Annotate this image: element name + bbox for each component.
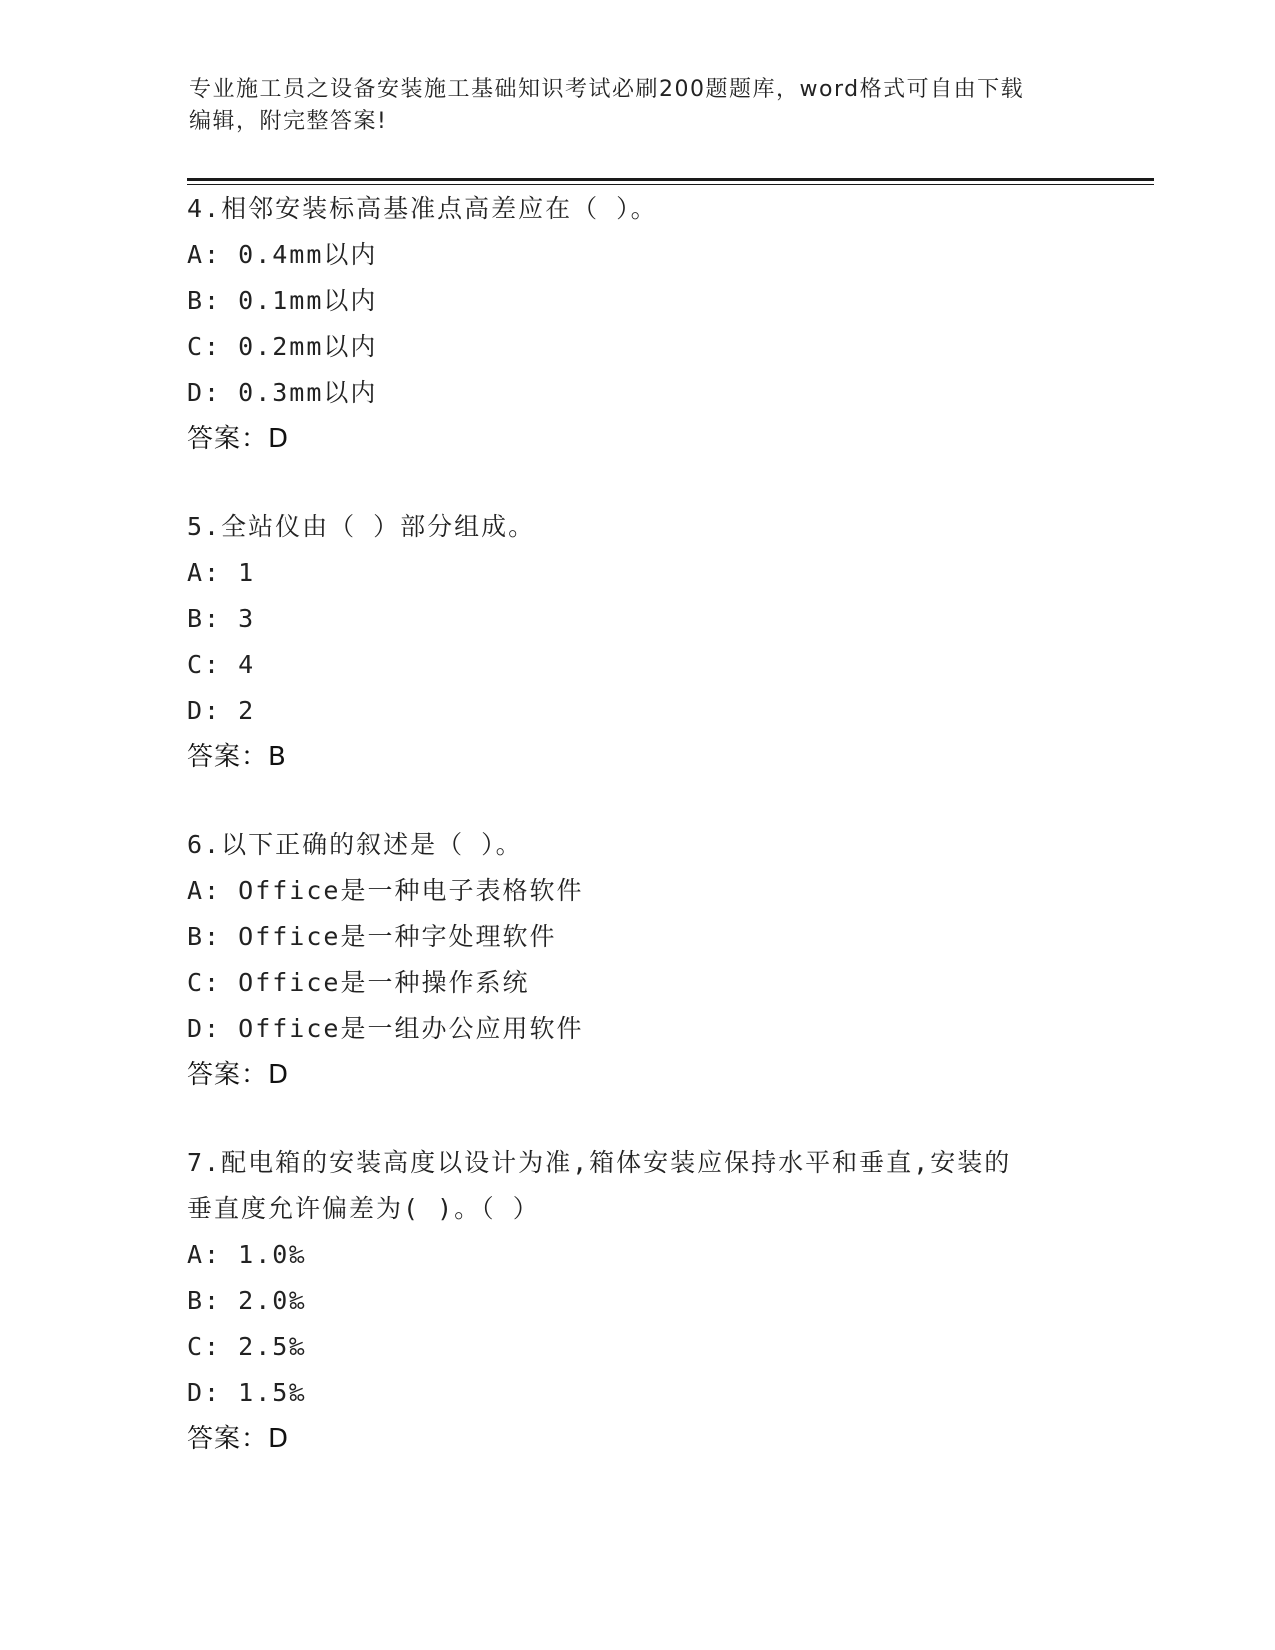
header-divider-thick xyxy=(187,178,1154,181)
option-a: A: 1.0‰ xyxy=(187,1240,307,1269)
option-d: D: 2 xyxy=(187,696,256,725)
option-d: D: 0.3mm以内 xyxy=(187,378,378,407)
answer-text: 答案：D xyxy=(187,424,290,454)
question-stem: 4.相邻安装标高基准点高差应在（ ）。 xyxy=(187,194,658,223)
document-header xyxy=(189,74,1069,138)
option-b: B: 2.0‰ xyxy=(187,1286,307,1315)
header-title-line-2: 编辑，附完整答案! xyxy=(189,109,388,134)
question-7 xyxy=(187,1140,1087,1462)
answer-text: 答案：D xyxy=(187,1424,290,1454)
option-b: B: 0.1mm以内 xyxy=(187,286,378,315)
option-a: A: Office是一种电子表格软件 xyxy=(187,876,584,905)
question-stem: 5.全站仪由（ ）部分组成。 xyxy=(187,512,536,541)
option-d: D: 1.5‰ xyxy=(187,1378,307,1407)
option-a: A: 1 xyxy=(187,558,256,587)
header-title-line-1: 专业施工员之设备安装施工基础知识考试必刷200题题库，word格式可自由下载 xyxy=(189,77,1025,102)
option-c: C: 2.5‰ xyxy=(187,1332,307,1361)
question-6 xyxy=(187,822,1087,1098)
question-5 xyxy=(187,504,1087,780)
question-stem-line-1: 7.配电箱的安装高度以设计为准,箱体安装应保持水平和垂直,安装的 xyxy=(187,1148,1012,1177)
option-c: C: 4 xyxy=(187,650,256,679)
option-c: C: 0.2mm以内 xyxy=(187,332,378,361)
question-stem-line-2: 垂直度允许偏差为( )。（ ） xyxy=(187,1194,540,1223)
option-a: A: 0.4mm以内 xyxy=(187,240,378,269)
answer-text: 答案：B xyxy=(187,742,287,772)
option-b: B: 3 xyxy=(187,604,256,633)
option-c: C: Office是一种操作系统 xyxy=(187,968,530,997)
question-stem: 6.以下正确的叙述是（ ）。 xyxy=(187,830,523,859)
question-4 xyxy=(187,186,1087,462)
answer-text: 答案：D xyxy=(187,1060,290,1090)
option-b: B: Office是一种字处理软件 xyxy=(187,922,557,951)
option-d: D: Office是一组办公应用软件 xyxy=(187,1014,584,1043)
header-divider-thin xyxy=(187,184,1154,185)
